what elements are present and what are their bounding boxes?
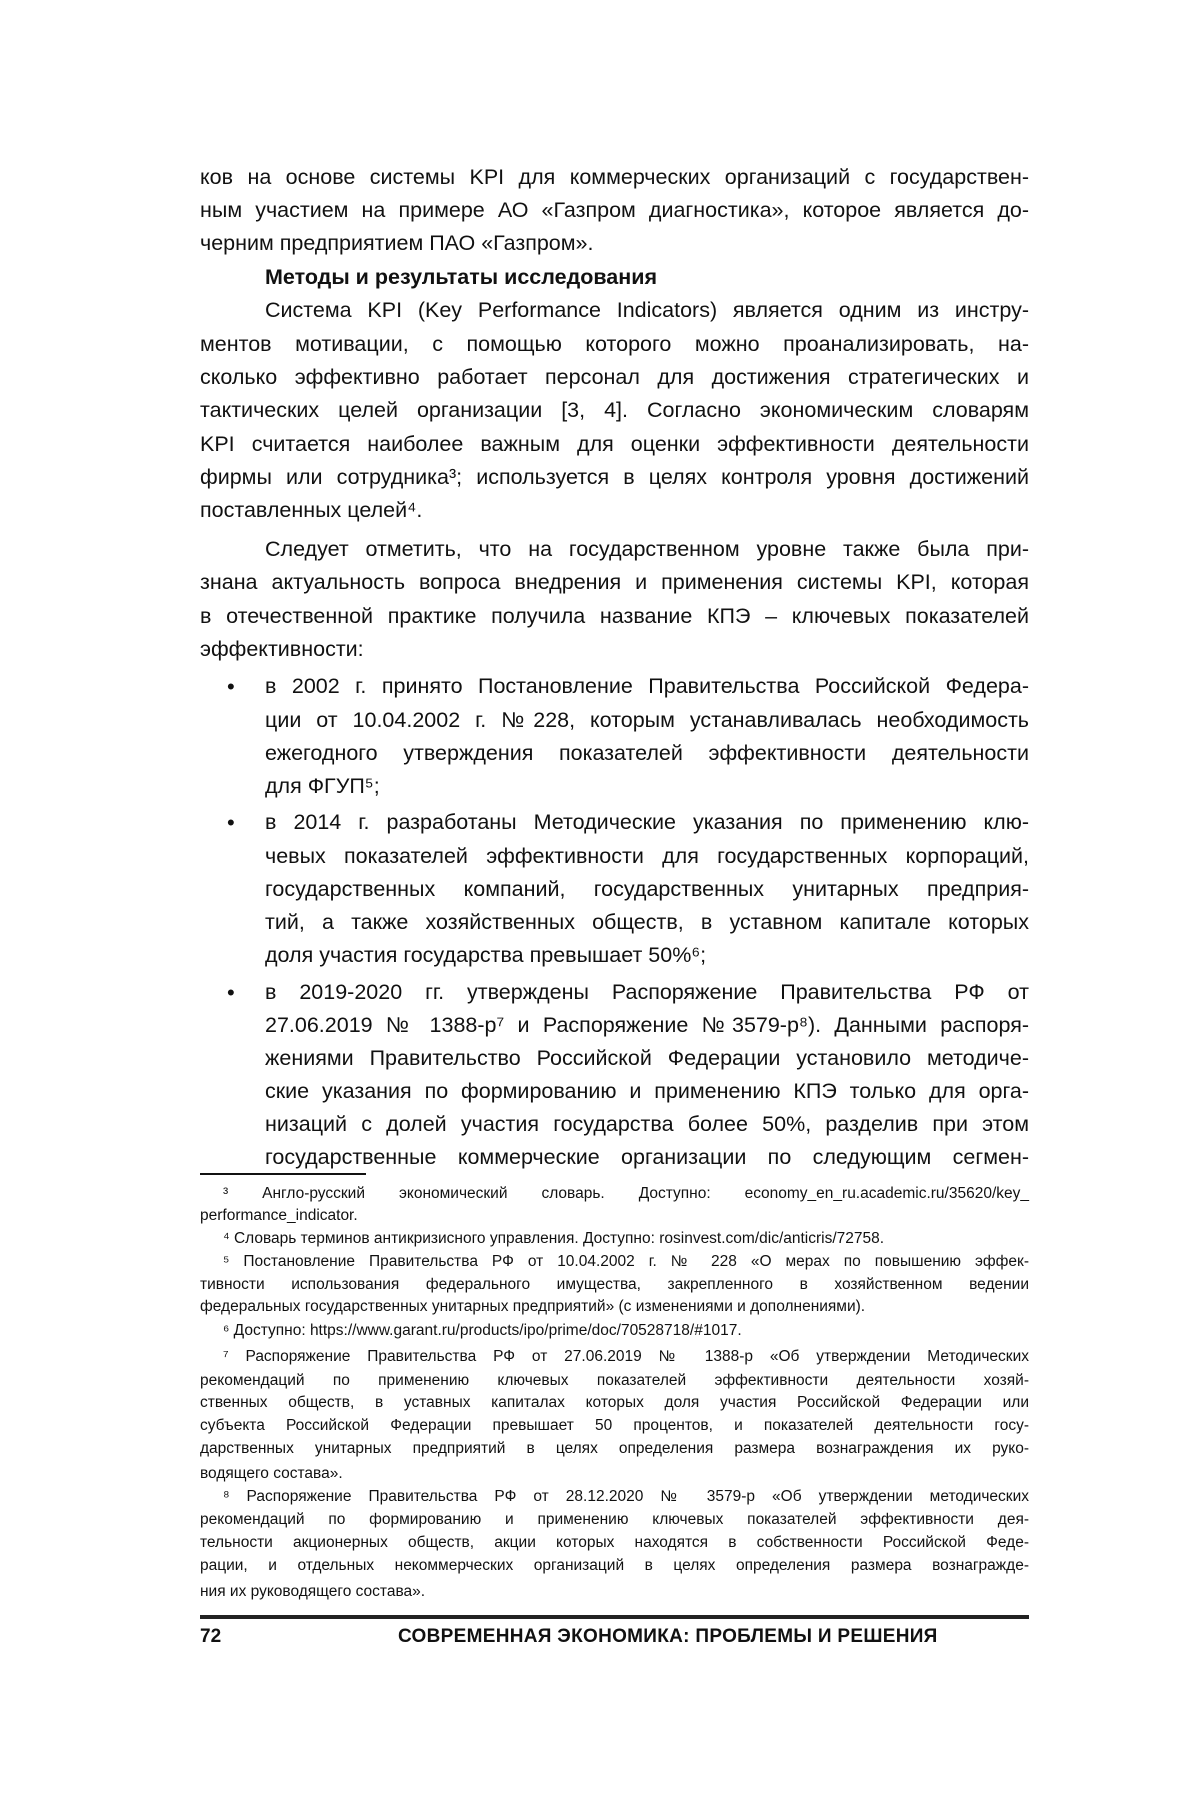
bullet-line: жениями Правительство Российской Федерации установило методиче- bbox=[265, 1045, 1029, 1070]
footnote-line: performance_indicator. bbox=[200, 1207, 358, 1224]
footnote-line: ственных обществ, в уставных капиталах которых доля участия Российской Федерации или bbox=[200, 1394, 1029, 1412]
footnote-line: субъекта Российской Федерации превышает 50 процентов, и показателей деятельности госу- bbox=[200, 1417, 1029, 1435]
bullet-line: чевых показателей эффективности для государственных корпораций, bbox=[265, 843, 1029, 868]
bullet-line: в 2002 г. принято Постановление Правительства Российской Федера- bbox=[265, 674, 1029, 699]
paragraph-line: тактических целей организации [3, 4]. Согласно экономическим словарям bbox=[200, 397, 1029, 422]
bullet-icon: • bbox=[227, 979, 235, 1005]
paragraph-line: Система KPI (Key Performance Indicators) является одним из инстру- bbox=[265, 298, 1029, 323]
bullet-line: государственных компаний, государственных унитарных предприя- bbox=[265, 876, 1029, 901]
journal-title: СОВРЕМЕННАЯ ЭКОНОМИКА: ПРОБЛЕМЫ И РЕШЕНИЯ bbox=[398, 1626, 938, 1647]
bullet-icon: • bbox=[227, 810, 235, 836]
bullet-line: государственные коммерческие организации по следующим сегмен- bbox=[265, 1145, 1029, 1170]
footnote-line: ⁷ Распоряжение Правительства РФ от 27.06.2019 № 1388-р «Об утверждении Методических bbox=[223, 1347, 1029, 1365]
paragraph-line: сколько эффективно работает персонал для достижения стратегических и bbox=[200, 364, 1029, 389]
bullet-line: для ФГУП⁵; bbox=[265, 773, 380, 798]
bullet-icon: • bbox=[227, 674, 235, 700]
footnote-line: рекомендаций по применению ключевых показателей эффективности деятельности хозяй- bbox=[200, 1371, 1029, 1389]
footnote-line: ⁵ Постановление Правительства РФ от 10.04.2002 г. № 228 «О мерах по повышению эффек- bbox=[223, 1252, 1029, 1270]
section-heading: Методы и результаты исследования bbox=[265, 265, 657, 290]
paragraph-line: черним предприятием ПАО «Газпром». bbox=[200, 230, 594, 255]
paragraph-line: в отечественной практике получила название КПЭ – ключевых показателей bbox=[200, 603, 1029, 628]
bullet-line: 27.06.2019 № 1388-р⁷ и Распоряжение №3579-р⁸). Данными распоря- bbox=[265, 1012, 1029, 1037]
footer-rule bbox=[200, 1615, 1029, 1619]
footnote-line: рации, и отдельных некоммерческих организаций в целях определения размера вознагражде- bbox=[200, 1556, 1029, 1574]
bullet-line: в 2014 г. разработаны Методические указания по применению клю- bbox=[265, 810, 1029, 835]
paragraph-line: ментов мотивации, с помощью которого можно проанализировать, на- bbox=[200, 331, 1029, 356]
paragraph-line: поставленных целей⁴. bbox=[200, 498, 423, 523]
footnote-line: ния их руководящего состава». bbox=[200, 1583, 426, 1600]
paragraph-line: фирмы или сотрудника³; используется в целях контроля уровня достижений bbox=[200, 465, 1029, 490]
footnote-line: тивности использования федерального имущества, закрепленного в хозяйственном ведении bbox=[200, 1275, 1029, 1293]
bullet-line: ежегодного утверждения показателей эффективности деятельности bbox=[265, 740, 1029, 765]
footnote-separator bbox=[200, 1173, 366, 1175]
bullet-line: доля участия государства превышает 50%⁶; bbox=[265, 942, 707, 967]
bullet-line: тий, а также хозяйственных обществ, в уставном капитале которых bbox=[265, 909, 1029, 934]
paragraph-line: знана актуальность вопроса внедрения и применения системы KPI, которая bbox=[200, 570, 1029, 595]
footnote-line: ⁸ Распоряжение Правительства РФ от 28.12.2020 № 3579-р «Об утверждении методических bbox=[223, 1488, 1029, 1506]
footnote-line: тельности акционерных обществ, акции которых находятся в собственности Российской Феде- bbox=[200, 1533, 1029, 1551]
footnote-line: рекомендаций по формированию и применению ключевых показателей эффективности дея- bbox=[200, 1511, 1029, 1528]
footnote-line: ³ Англо-русский экономический словарь. Доступно: economy_en_ru.academic.ru/35620/key_ bbox=[223, 1185, 1029, 1203]
bullet-line: ские указания по формированию и применению КПЭ только для орга- bbox=[265, 1078, 1029, 1103]
footnote-line: ⁶ Доступно: https://www.garant.ru/products/ipo/prime/doc/70528718/#1017. bbox=[223, 1322, 742, 1340]
paragraph-line: ков на основе системы KPI для коммерческих организаций с государствен- bbox=[200, 164, 1029, 189]
page-number: 72 bbox=[200, 1626, 222, 1647]
bullet-line: ции от 10.04.2002 г. №228, которым устанавливалась необходимость bbox=[265, 707, 1029, 732]
footnote-line: ⁴ Словарь терминов антикризисного управления. Доступно: rosinvest.com/dic/anticris/72758. bbox=[223, 1229, 885, 1247]
bullet-line: низаций с долей участия государства более 50%, разделив при этом bbox=[265, 1112, 1029, 1137]
footnote-line: дарственных унитарных предприятий в целях определения размера вознаграждения их руко- bbox=[200, 1440, 1029, 1458]
paragraph-line: ным участием на примере АО «Газпром диагностика», которое является до- bbox=[200, 197, 1029, 222]
footnote-line: водящего состава». bbox=[200, 1465, 343, 1483]
paragraph-line: эффективности: bbox=[200, 636, 364, 661]
bullet-line: в 2019-2020 гг. утверждены Распоряжение Правительства РФ от bbox=[265, 979, 1029, 1004]
footnote-line: федеральных государственных унитарных предприятий» (с изменениями и дополнениями). bbox=[200, 1298, 866, 1316]
paragraph-line: Следует отметить, что на государственном уровне также была при- bbox=[265, 537, 1029, 562]
paragraph-line: KPI считается наиболее важным для оценки эффективности деятельности bbox=[200, 432, 1029, 457]
